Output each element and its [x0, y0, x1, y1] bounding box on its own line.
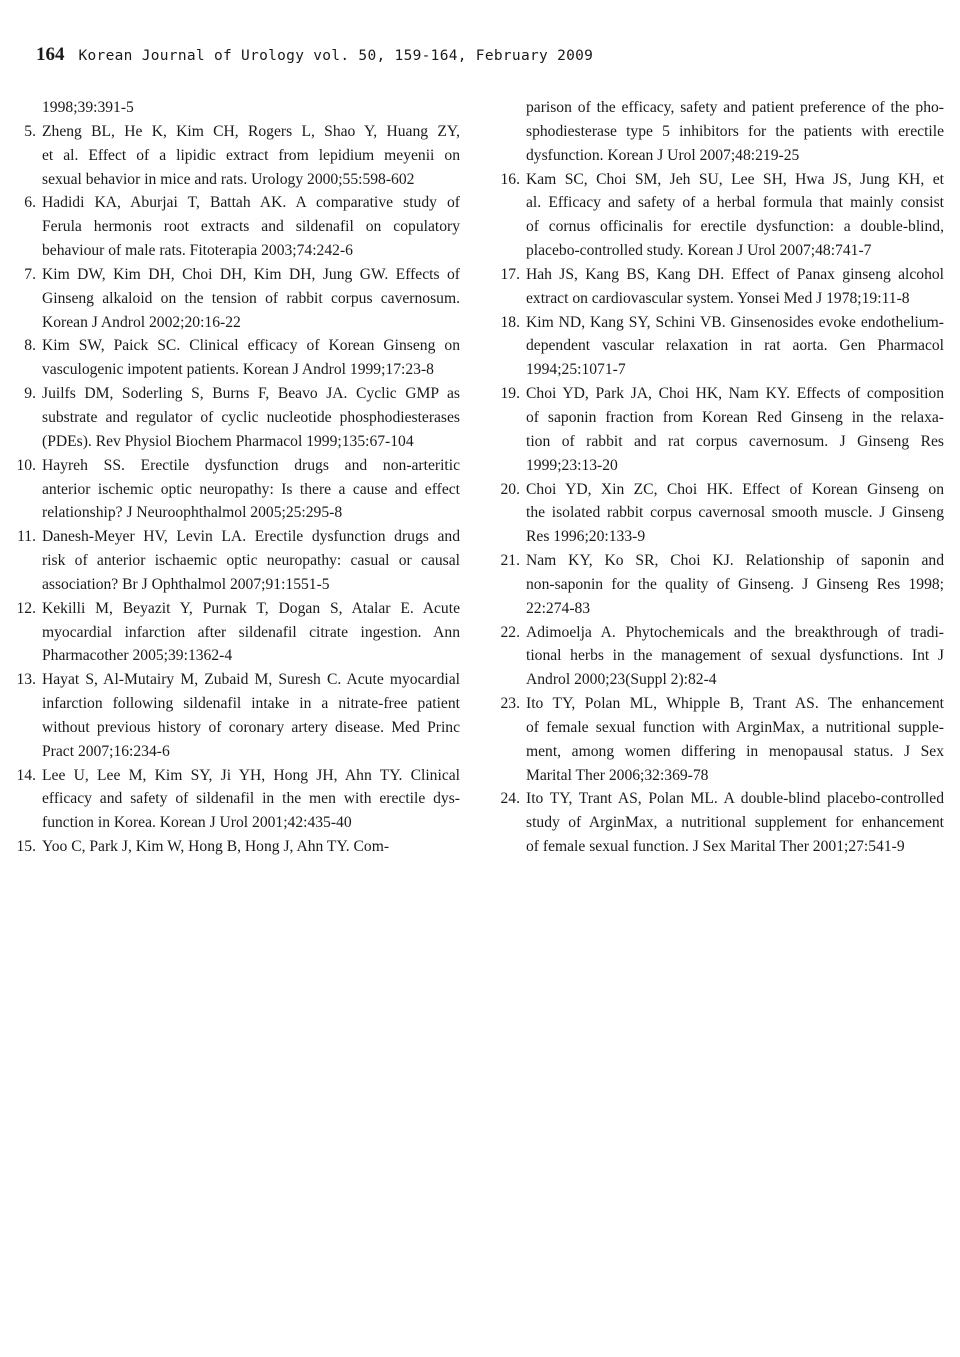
reference-number: 18.	[500, 313, 520, 331]
reference-text-line: Juilfs DM, Soderling S, Burns F, Beavo JA. Cyclic GMP as	[42, 385, 460, 403]
reference-text-line: association? Br J Ophthalmol 2007;91:1551-5	[42, 575, 330, 593]
reference-item	[14, 263, 460, 335]
reference-number: 8.	[24, 337, 36, 355]
reference-text-line: Adimoelja A. Phytochemicals and the breakthrough of tradi-	[526, 623, 944, 641]
reference-text-line: the isolated rabbit corpus cavernosal smooth muscle. J Ginseng	[526, 504, 944, 522]
reference-text-line: 1994;25:1071-7	[526, 361, 626, 379]
reference-text-line: parison of the efficacy, safety and patient preference of the pho-	[526, 99, 944, 116]
reference-text-line: Pharmacother 2005;39:1362-4	[42, 647, 233, 665]
reference-text-line: study of ArginMax, a nutritional supplement for enhancement	[526, 814, 944, 832]
reference-text-line: Yoo C, Park J, Kim W, Hong B, Hong J, Ahn TY. Com-	[42, 838, 390, 856]
reference-item	[14, 597, 460, 669]
reference-text-line: anterior ischemic optic neuropathy: Is there a cause and effect	[42, 480, 460, 498]
references-right-column	[498, 96, 944, 859]
reference-text-line: dysfunction. Korean J Urol 2007;48:219-25	[526, 146, 800, 164]
journal-citation: Korean Journal of Urology vol. 50, 159-164, February 2009	[78, 48, 594, 64]
reference-text-line: placebo-controlled study. Korean J Urol 2007;48:741-7	[526, 242, 872, 260]
reference-number: 24.	[500, 790, 520, 808]
running-header	[36, 44, 593, 66]
reference-number: 15.	[16, 838, 36, 856]
reference-item	[498, 382, 944, 477]
reference-item	[14, 454, 460, 526]
reference-text-line: 1999;23:13-20	[526, 456, 618, 474]
reference-text-line: Ito TY, Polan ML, Whipple B, Trant AS. The enhancement	[526, 695, 944, 713]
reference-number: 13.	[16, 671, 36, 689]
reference-item	[14, 382, 460, 454]
reference-text-line: Ferula hermonis root extracts and sildenafil on copulatory	[42, 218, 460, 236]
reference-text-line: of female sexual function with ArginMax, a nutritional supple-	[526, 718, 944, 736]
reference-text-line: function in Korea. Korean J Urol 2001;42:435-40	[42, 814, 352, 832]
reference-text-line: tion of rabbit and rat corpus cavernosum. J Ginseng Res	[526, 432, 944, 450]
reference-number: 17.	[500, 265, 520, 283]
reference-text-line: Hayat S, Al-Mutairy M, Zubaid M, Suresh C. Acute myocardial	[42, 671, 460, 689]
reference-text-line: of female sexual function. J Sex Marital Ther 2001;27:541-9	[526, 838, 905, 856]
reference-number: 11.	[17, 528, 36, 546]
reference-text-line: Kim ND, Kang SY, Schini VB. Ginsenosides evoke endothelium-	[526, 313, 944, 331]
reference-number: 16.	[500, 170, 520, 188]
reference-item	[498, 168, 944, 263]
reference-item	[14, 191, 460, 263]
reference-text-line: Androl 2000;23(Suppl 2):82-4	[526, 671, 717, 689]
reference-item	[498, 478, 944, 550]
reference-text-line: without previous history of coronary artery disease. Med Princ	[42, 718, 460, 736]
reference-text-line: of saponin fraction from Korean Red Ginseng in the relaxa-	[526, 408, 944, 426]
reference-text-line: extract on cardiovascular system. Yonsei Med J 1978;19:11-8	[526, 289, 910, 307]
reference-text-line: al. Efficacy and safety of a herbal formula that mainly consist	[526, 194, 944, 212]
reference-number: 5.	[24, 122, 36, 140]
reference-number: 19.	[500, 385, 520, 403]
reference-text-line: relationship? J Neuroophthalmol 2005;25:295-8	[42, 504, 343, 522]
reference-text-line: Kim DW, Kim DH, Choi DH, Kim DH, Jung GW. Effects of	[42, 265, 460, 283]
reference-text-line: Danesh-Meyer HV, Levin LA. Erectile dysfunction drugs and	[42, 528, 460, 546]
reference-text-line: et al. Effect of a lipidic extract from lepidium meyenii on	[42, 146, 460, 164]
reference-item	[14, 96, 460, 120]
reference-text-line: (PDEs). Rev Physiol Biochem Pharmacol 1999;135:67-104	[42, 432, 414, 450]
reference-text-line: Kam SC, Choi SM, Jeh SU, Lee SH, Hwa JS, Jung KH, et	[526, 170, 944, 188]
reference-text-line: sphodiesterase type 5 inhibitors for the patients with erectile	[526, 122, 944, 140]
reference-text-line: Nam KY, Ko SR, Choi KJ. Relationship of saponin and	[526, 552, 944, 570]
reference-item	[498, 263, 944, 311]
reference-text-line: Ginseng alkaloid on the tension of rabbit corpus cavernosum.	[42, 289, 460, 307]
reference-text-line: 22:274-83	[526, 599, 591, 617]
reference-text-line: Lee U, Lee M, Kim SY, Ji YH, Hong JH, Ahn TY. Clinical	[42, 766, 460, 784]
reference-text-line: myocardial infarction after sildenafil citrate ingestion. Ann	[42, 623, 460, 641]
reference-text-line: Hadidi KA, Aburjai T, Battah AK. A comparative study of	[42, 194, 460, 212]
reference-item	[498, 311, 944, 383]
reference-number: 14.	[16, 766, 36, 784]
reference-text-line: Hah JS, Kang BS, Kang DH. Effect of Panax ginseng alcohol	[526, 265, 944, 283]
reference-text-line: infarction following sildenafil intake in a nitrate-free patient	[42, 695, 460, 713]
reference-text-line: Zheng BL, He K, Kim CH, Rogers L, Shao Y, Huang ZY,	[42, 122, 460, 140]
reference-text-line: Ito TY, Trant AS, Polan ML. A double-blind placebo-controlled	[526, 790, 944, 808]
reference-item	[14, 764, 460, 836]
reference-item	[498, 549, 944, 621]
reference-text-line: Korean J Androl 2002;20:16-22	[42, 313, 241, 331]
reference-item	[498, 692, 944, 787]
page-number: 164	[36, 44, 65, 65]
references-left-column	[14, 96, 460, 859]
reference-item	[498, 787, 944, 859]
reference-text-line: dependent vascular relaxation in rat aorta. Gen Pharmacol	[526, 337, 944, 355]
reference-text-line: behaviour of male rats. Fitoterapia 2003;74:242-6	[42, 242, 353, 260]
reference-text-line: Hayreh SS. Erectile dysfunction drugs and non-arteritic	[42, 456, 460, 474]
reference-text-line: Pract 2007;16:234-6	[42, 742, 170, 760]
reference-text-line: Choi YD, Xin ZC, Choi HK. Effect of Korean Ginseng on	[526, 480, 944, 498]
reference-text-line: Choi YD, Park JA, Choi HK, Nam KY. Effects of composition	[526, 385, 944, 403]
reference-number: 7.	[24, 265, 36, 283]
reference-number: 21.	[500, 552, 520, 570]
reference-text-line: Kim SW, Paick SC. Clinical efficacy of Korean Ginseng on	[42, 337, 460, 355]
reference-item	[498, 96, 944, 168]
reference-text-line: 1998;39:391-5	[42, 99, 134, 116]
reference-text-line: vasculogenic impotent patients. Korean J Androl 1999;17:23-8	[42, 361, 434, 379]
reference-text-line: substrate and regulator of cyclic nucleotide phosphodiesterases	[42, 408, 460, 426]
reference-text-line: non-saponin for the quality of Ginseng. J Ginseng Res 1998;	[526, 575, 944, 593]
reference-number: 12.	[16, 599, 36, 617]
reference-item	[14, 120, 460, 192]
reference-item	[14, 835, 460, 859]
reference-text-line: sexual behavior in mice and rats. Urology 2000;55:598-602	[42, 170, 415, 188]
reference-item	[14, 334, 460, 382]
reference-text-line: risk of anterior ischaemic optic neuropathy: casual or causal	[42, 552, 460, 570]
reference-number: 23.	[500, 695, 520, 713]
reference-number: 20.	[500, 480, 520, 498]
reference-number: 22.	[500, 623, 520, 641]
reference-text-line: tional herbs in the management of sexual dysfunctions. Int J	[526, 647, 944, 665]
reference-number: 10.	[16, 456, 36, 474]
reference-text-line: Marital Ther 2006;32:369-78	[526, 766, 709, 784]
reference-item	[498, 621, 944, 693]
reference-text-line: Kekilli M, Beyazit Y, Purnak T, Dogan S, Atalar E. Acute	[42, 599, 460, 617]
reference-text-line: ment, among women differing in menopausal status. J Sex	[526, 742, 944, 760]
reference-text-line: of cornus officinalis for erectile dysfunction: a double-blind,	[526, 218, 944, 236]
reference-text-line: efficacy and safety of sildenafil in the men with erectile dys-	[42, 790, 460, 808]
reference-item	[14, 668, 460, 763]
reference-number: 9.	[24, 385, 36, 403]
reference-item	[14, 525, 460, 597]
reference-number: 6.	[24, 194, 36, 212]
reference-text-line: Res 1996;20:133-9	[526, 528, 646, 546]
